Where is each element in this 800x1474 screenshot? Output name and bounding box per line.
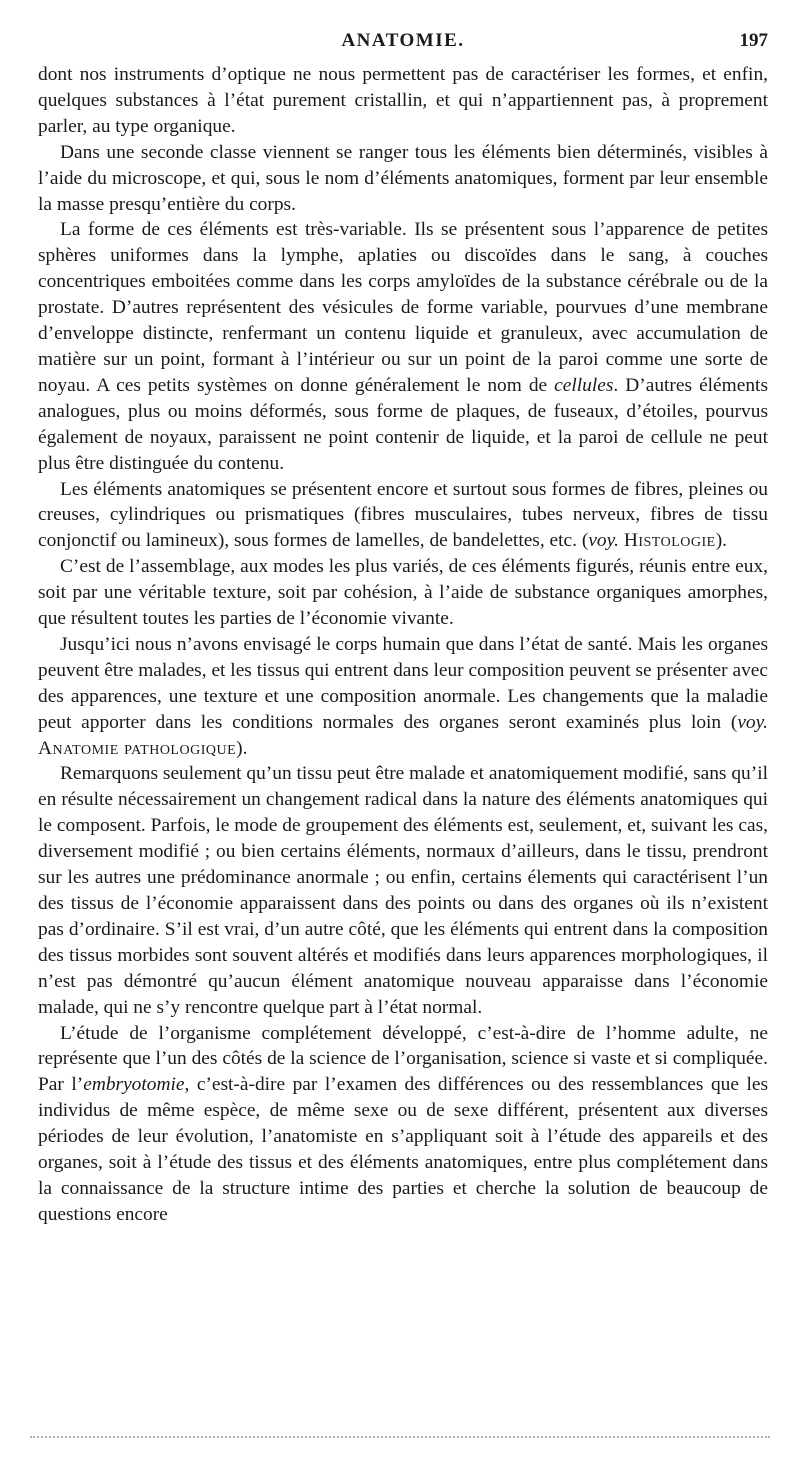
text-run: C’est de l’assemblage, aux modes les plus variés, de ces éléments figurés, réunis entre eux, soit par une véritable texture, soit par cohésion, à l’aide de substance organiques amorphes, que résultent toutes les parties de l’économie vivante. xyxy=(38,556,768,630)
text-run: , c’est-à-dire par l’examen des différences ou des ressemblances que les individus de même espèce, de même sexe ou de sexe différent, présentent aux diverses périodes de leur évolution, l’anatomiste en s’appliquant soit à l’étude des appareils et des organes, soit à l’étude des tissus et des éléments anatomiques, entre plus complétement dans la connaissance de la structure intime des parties et cherche la solution de beaucoup de questions encore xyxy=(38,1074,769,1225)
text-run: ). xyxy=(236,737,248,759)
bottom-dotted-rule xyxy=(30,1436,770,1438)
text-run: L’étude de l’organisme complétement développé, c’est-à-dire de l’homme adulte, ne représente que l’un des côtés de la science de l’organisation, science si vaste et si compliquée. Par l’ xyxy=(38,1022,768,1096)
text-run: Remarquons seulement qu’un tissu peut être malade et anatomiquement modifié, sans qu’il en résulte nécessairement un changement radical dans la nature des éléments anatomiques qui le composent. Parfois, le mode de groupement des éléments est, seulement, et, suivant les cas, diversement modifié ; ou bien certains éléments, normaux d’ailleurs, dans le tissu, prendront sur les autres une prédominance anormale ; ou enfin, certains élements qui caractérisent l’un des tissus de l’économie apparaissent dans des points ou dans des organes où ils n’existent pas d’ordinaire. S’il est vrai, d’un autre côté, que les éléments qui entrent dans la composition des tissus morbides sont souvent altérés et modifiés dans leurs apparences morphologiques, il n’est pas démontré qu’aucun élément anatomique nouveau apparaisse dans l’économie malade, qui ne s’y rencontre quelque part à l’état normal. xyxy=(38,763,768,1018)
paragraph xyxy=(38,217,768,476)
body-text xyxy=(38,62,768,1228)
paragraph xyxy=(38,554,768,632)
text-run: Jusqu’ici nous n’avons envisagé le corps humain que dans l’état de santé. Mais les organes peuvent être malades, et les tissus qui entrent dans leur composition peuvent se présenter avec des apparences, une texture et une composition anormale. Les changements que la maladie peut apporter dans les conditions normales des organes seront examinés plus loin ( xyxy=(38,633,768,733)
text-run: dont nos instruments d’optique ne nous permettent pas de caractériser les formes, et enfin, quelques substances à l’état purement cristallin, et qui n’appartiennent pas, à proprement parler, au type organique. xyxy=(38,64,768,137)
text-run: ). xyxy=(715,530,728,552)
paragraph xyxy=(38,761,768,1020)
italic-text: cellules xyxy=(554,374,614,396)
running-header xyxy=(38,30,768,56)
paragraph xyxy=(38,140,768,218)
italic-text: embryotomie xyxy=(83,1074,185,1096)
small-caps-text: Anatomie pathologique xyxy=(38,737,237,759)
italic-text: voy. xyxy=(588,530,619,552)
paragraph xyxy=(38,632,768,762)
text-run: Dans une seconde classe viennent se ranger tous les éléments bien déterminés, visibles à l’aide du microscope, et qui, sous le nom d’éléments anatomiques, forment par leur ensemble la masse presqu’entière du corps. xyxy=(38,141,768,215)
paragraph xyxy=(38,62,768,140)
page-number: 197 xyxy=(739,30,768,51)
text-run: La forme de ces éléments est très-variable. Ils se présentent sous l’apparence de petites sphères uniformes dans la lymphe, aplaties ou discoïdes dans le sang, à couches concentriques emboitées comme dans les corps amyloïdes de la substance cérébrale ou de la prostate. D’autres représentent des vésicules de forme variable, pourvues d’une membrane d’enveloppe distincte, renfermant un contenu liquide et granuleux, avec accumulation de matière sur un point, formant à l’intérieur ou sur un point de la paroi comme une sorte de noyau. A ces petits systèmes on donne généralement le nom de xyxy=(38,219,768,396)
text-run: . D’autres éléments analogues, plus ou moins déformés, sous forme de plaques, de fuseaux, d’étoiles, pourvus également de noyaux, paraissent ne point contenir de liquide, et la paroi de cellule ne peut plus être distinguée du contenu. xyxy=(38,374,768,474)
italic-text: voy. xyxy=(737,711,768,733)
paragraph xyxy=(38,477,768,555)
text-run: Les éléments anatomiques se présentent encore et surtout sous formes de fibres, pleines ou creuses, cylindriques ou prismatiques (fibres musculaires, tubes nerveux, fibres de tissu conjonctif ou lamineux), sous formes de lamelles, de bandelettes, etc. ( xyxy=(38,478,768,552)
running-title: ANATOMIE. xyxy=(341,30,465,51)
paragraph xyxy=(38,1021,768,1228)
small-caps-text: Histologie xyxy=(623,530,716,552)
